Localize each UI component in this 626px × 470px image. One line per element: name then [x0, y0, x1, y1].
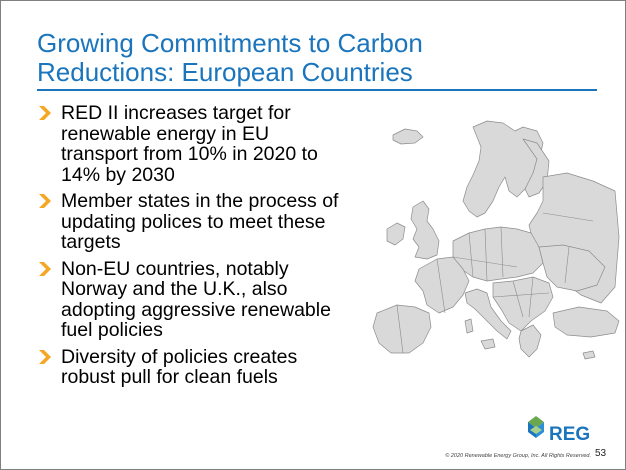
bullet-text: RED II increases target for renewable energy in EU transport from 10% in 2020 to 14% by 2030 [61, 102, 318, 186]
bullet-item [39, 259, 339, 341]
bullet-item [39, 103, 339, 185]
bullet-item [39, 191, 339, 253]
chevron-right-icon [39, 106, 51, 120]
logo-text: REG [549, 424, 591, 445]
title-underline [37, 89, 597, 91]
bullet-text: Diversity of policies creates robust pull for clean fuels [61, 345, 298, 388]
bullet-text: Non-EU countries, notably Norway and the U.K., also adopting aggressive renewable fuel policies [61, 257, 331, 341]
chevron-right-icon [39, 194, 51, 208]
slide-title-line-1: Growing Commitments to Carbon [37, 28, 423, 58]
slide-title [37, 29, 597, 87]
page-number: 53 [595, 448, 607, 459]
reg-logo-icon [522, 412, 602, 446]
copyright-text: © 2020 Renewable Energy Group, Inc. All Rights Reserved. [445, 453, 591, 459]
europe-map-icon [353, 117, 621, 385]
chevron-right-icon [39, 262, 51, 276]
bullet-text: Member states in the process of updating polices to meet these targets [61, 190, 339, 253]
chevron-right-icon [39, 350, 51, 364]
bullet-item [39, 347, 339, 388]
bullet-list [39, 103, 339, 394]
slide-title-line-2: Reductions: European Countries [37, 57, 413, 87]
